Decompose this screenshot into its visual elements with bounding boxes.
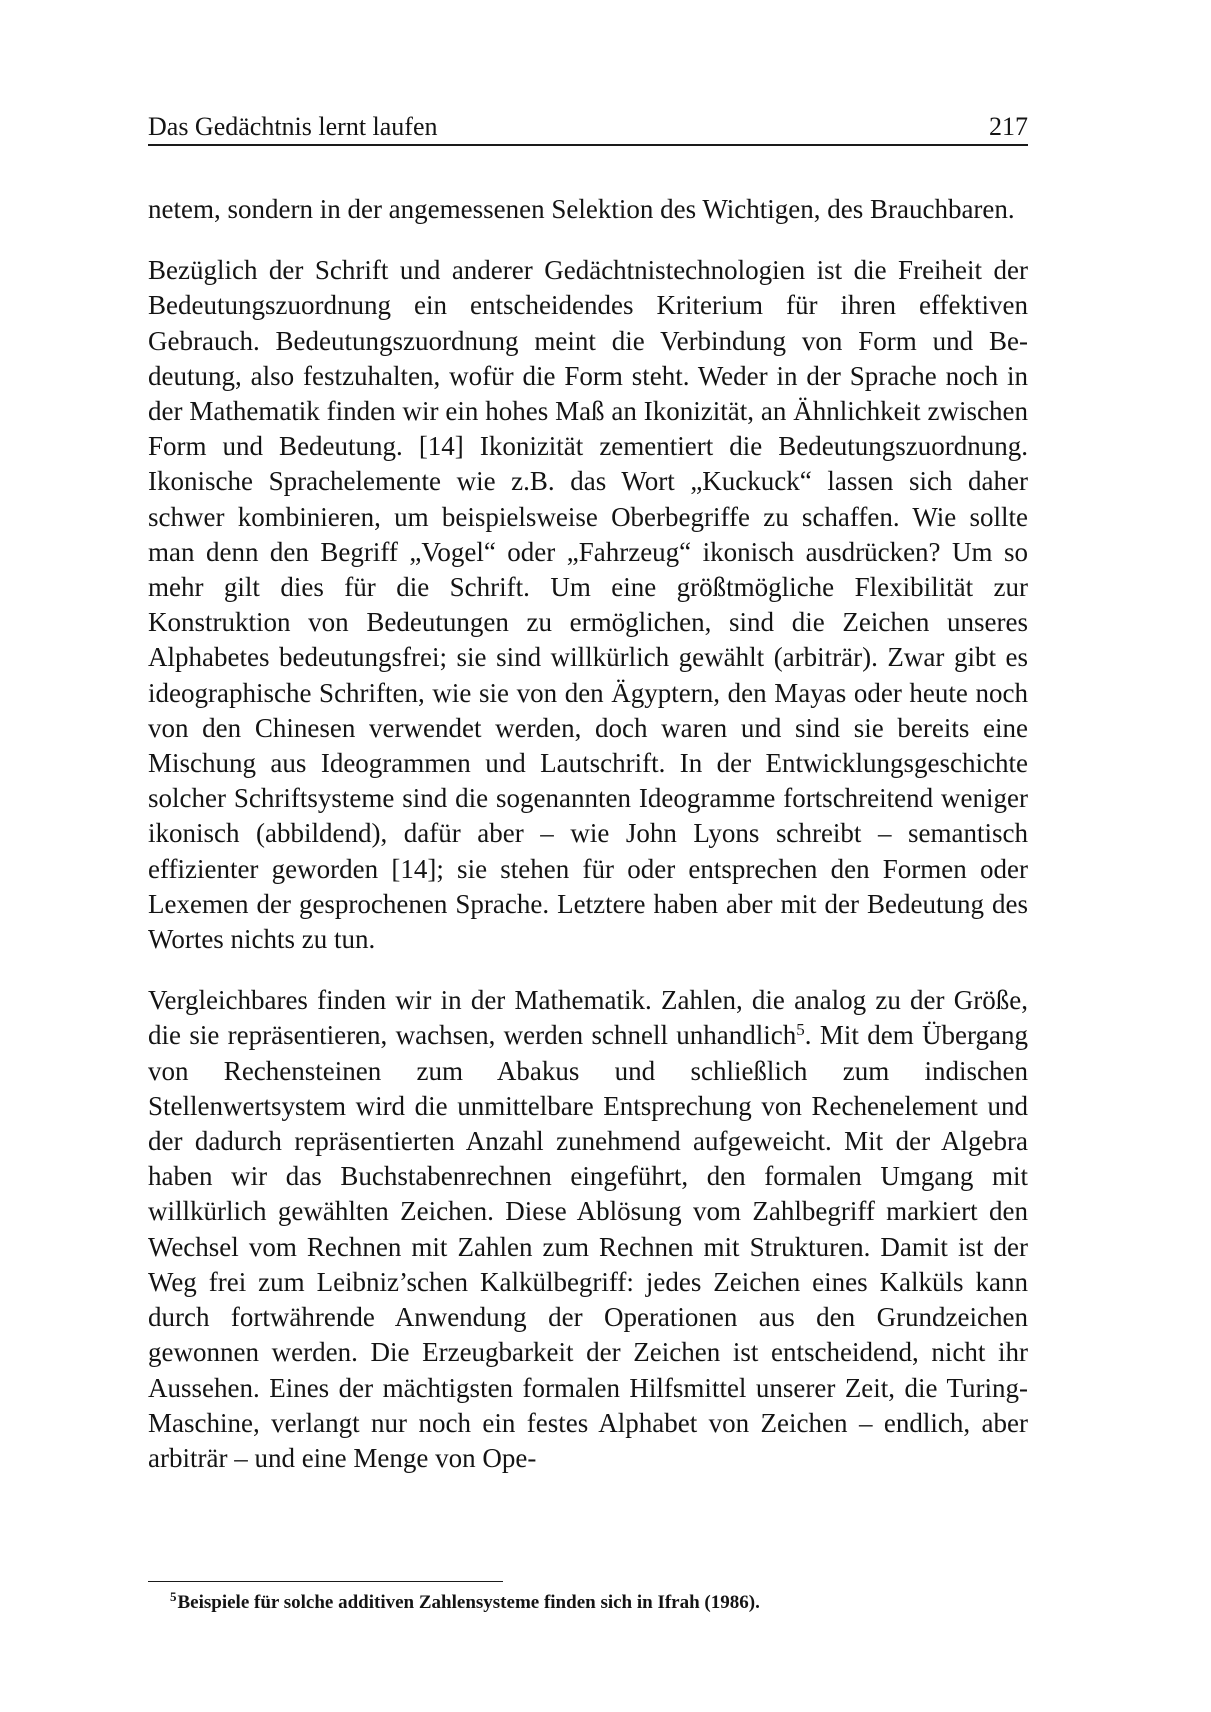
chapter-title: Das Gedächtnis lernt laufen <box>148 112 438 141</box>
paragraph-3-text-start: Vergleichbares finden wir in der Mathematik. Zahlen, die analog zu der Größe, die sie repräsentieren, wachsen, werden schnell unhandlich <box>148 985 1028 1051</box>
footnote-number: 5 <box>170 1589 177 1604</box>
paragraph-3 <box>148 983 1028 1476</box>
page-number: 217 <box>989 112 1028 141</box>
paragraph-3-text-end: . Mit dem Übergang von Rechensteinen zum Abakus und schließlich zum indischen Stellenwertsystem wird die unmittelbare Entsprechung von Rechenelement und der dadurch repräsentierten Anzahl zunehmend aufgeweicht. Mit der Algebra haben wir das Buchstabenrechnen eingeführt, den formalen Umgang mit willkürlich gewählten Zeichen. Diese Ablösung vom Zahlbegriff markiert den Wechsel vom Rechnen mit Zahlen zum Rechnen mit Strukturen. Damit ist der Weg frei zum Leibniz’schen Kalkülbegriff: jedes Zeichen eines Kalküls kann durch fortwährende Anwendung der Operationen aus den Grundzeichen gewonnen werden. Die Erzeugbarkeit der Zeichen ist entscheidend, nicht ihr Aussehen. Eines der mächtigsten formalen Hilfsmittel unserer Zeit, die Turing-Maschine, verlangt nur noch ein festes Alphabet von Zeichen – endlich, aber arbiträr – und eine Menge von Ope- <box>148 1020 1029 1473</box>
footnote <box>170 1591 760 1615</box>
footnote-reference[interactable]: 5 <box>796 1020 805 1040</box>
page <box>148 108 1028 1502</box>
paragraph-1: netem, sondern in der angemessenen Selektion des Wichtigen, des Brauchbaren. <box>148 194 1015 224</box>
paragraph-2: Bezüglich der Schrift und anderer Gedächtnistechnologien ist die Freiheit der Bedeutungszuordnung ein entscheidendes Kriterium für ihren effektiven Gebrauch. Bedeutungszuordnung meint die Verbindung von Form und Bedeutung, also festzuhalten, wofür die Form steht. Weder in der Sprache noch in der Mathematik finden wir ein hohes Maß an Ikonizität, an Ähnlichkeit zwischen Form und Bedeutung. [14] Ikonizität zementiert die Bedeutungszuordnung. Ikonische Sprachelemente wie z.B. das Wort „Kuckuck“ lassen sich daher schwer kombinieren, um beispielsweise Oberbegriffe zu schaffen. Wie sollte man denn den Begriff „Vogel“ oder „Fahrzeug“ ikonisch ausdrücken? Um so mehr gilt dies für die Schrift. Um eine größtmögliche Flexibilität zur Konstruktion von Bedeutungen zu ermöglichen, sind die Zeichen unseres Alphabetes bedeutungsfrei; sie sind willkürlich gewählt (arbiträr). Zwar gibt es ideographische Schriften, wie sie von den Ägyptern, den Mayas oder heute noch von den Chinesen verwendet werden, doch waren und sind sie bereits eine Mischung aus Ideogrammen und Lautschrift. In der Entwicklungsgeschichte solcher Schriftsysteme sind die sogenannten Ideogramme fortschreitend weniger ikonisch (abbildend), dafür aber – wie John Lyons schreibt – semantisch effizienter geworden [14]; sie stehen für oder entsprechen den Formen oder Lexemen der gesprochenen Sprache. Letztere haben aber mit der Bedeutung des Wortes nichts zu tun. <box>148 255 1028 955</box>
footnote-divider <box>148 1581 503 1582</box>
footnote-text: Beispiele für solche additiven Zahlensysteme finden sich in Ifrah (1986). <box>177 1592 760 1613</box>
body-text <box>148 192 1028 1476</box>
running-header <box>148 108 1028 146</box>
